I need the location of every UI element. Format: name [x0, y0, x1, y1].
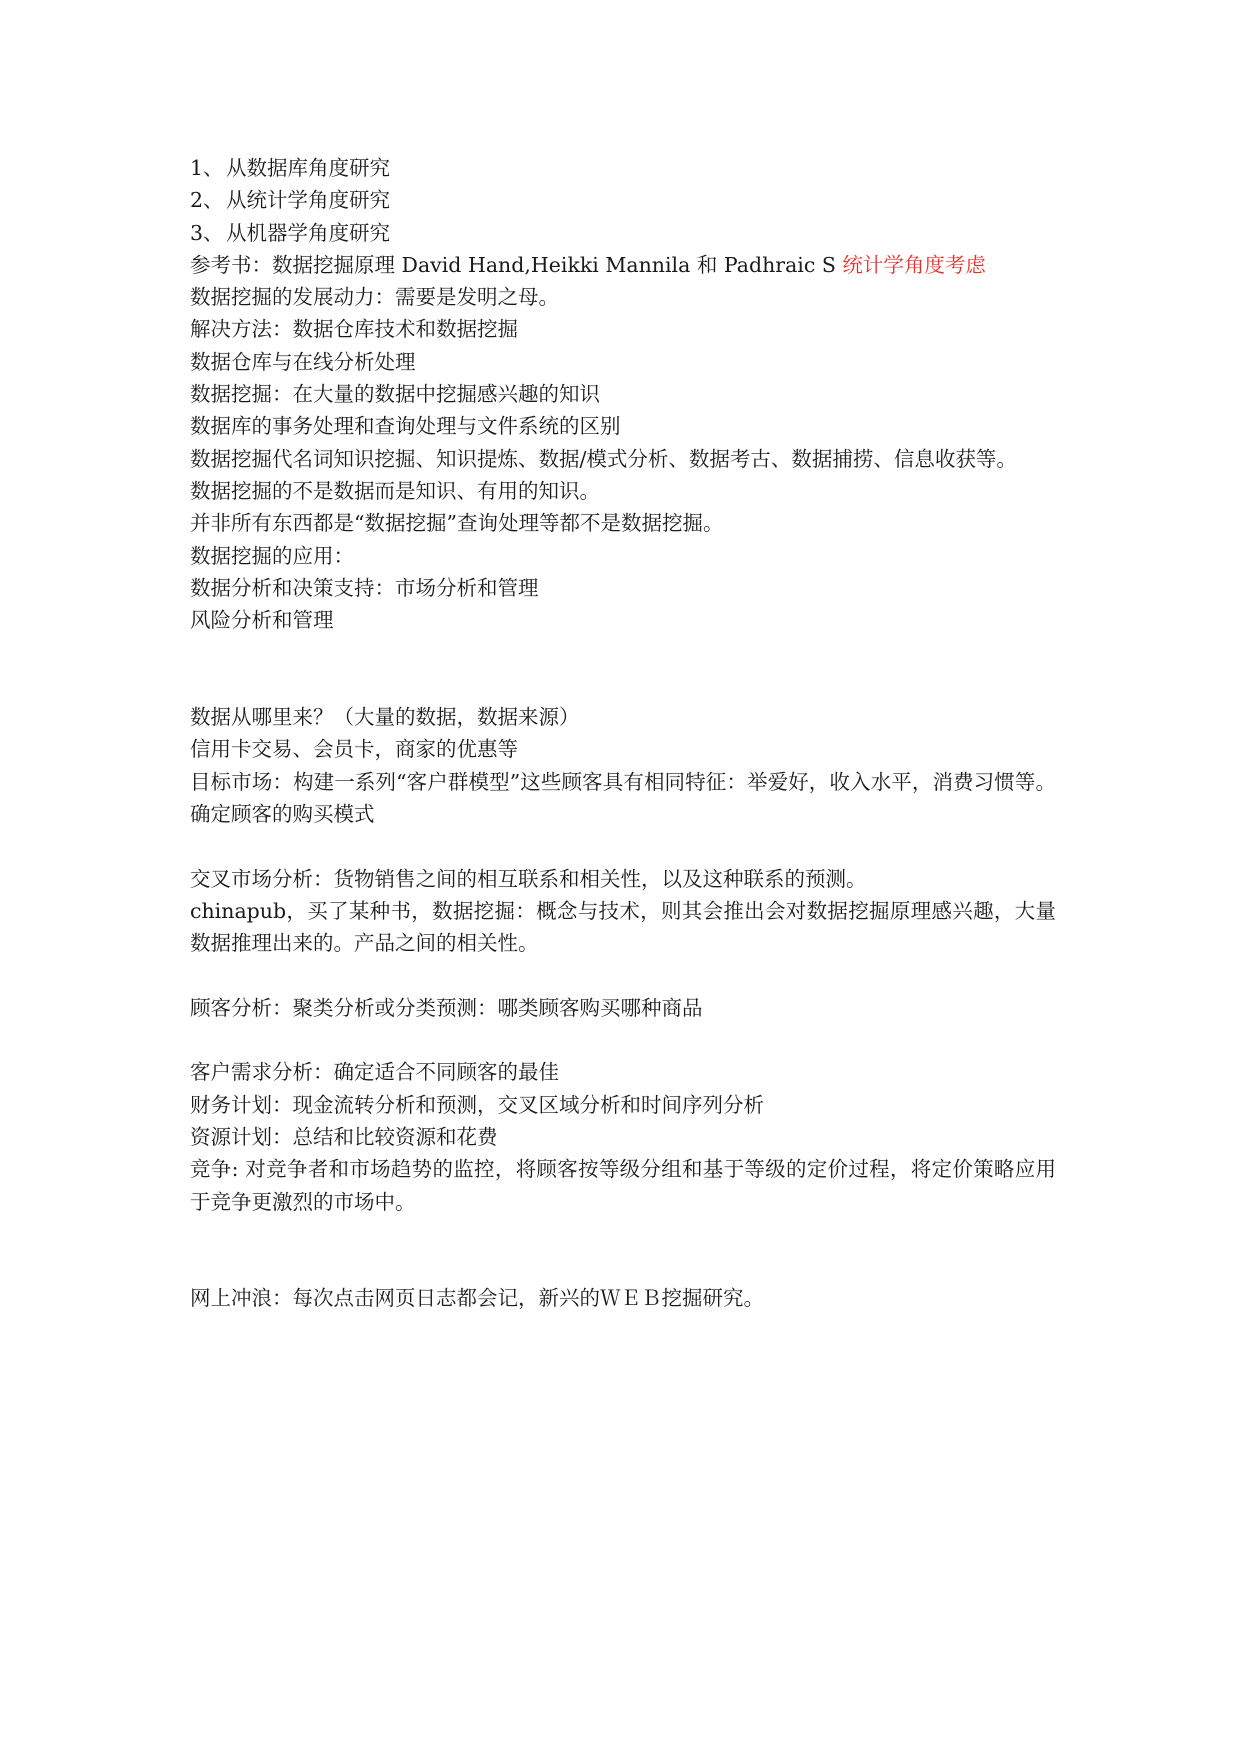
list-number: 1、: [190, 156, 224, 180]
paragraph-line: 数据仓库与在线分析处理: [190, 349, 416, 374]
paragraph-line: 数据挖掘的应用：: [190, 543, 354, 568]
paragraph-line: 数据分析和决策支持：市场分析和管理: [190, 575, 539, 600]
paragraph-line: 数据挖掘的不是数据而是知识、有用的知识。: [190, 478, 600, 503]
chinapub-paragraph: chinapub，买了某种书，数据挖掘：概念与技术，则其会推出会对数据挖掘原理感兴趣，大量数据推理出来的。产品之间的相关性。: [190, 898, 1056, 956]
list-text: 从统计学角度研究: [226, 188, 390, 213]
paragraph-line: 客户需求分析：确定适合不同顾客的最佳: [190, 1060, 559, 1085]
paragraph-line: 风险分析和管理: [190, 608, 334, 633]
list-number: 2、: [190, 188, 224, 213]
paragraph-line: 信用卡交易、会员卡，商家的优惠等: [190, 737, 518, 762]
list-item-2: [190, 184, 1056, 216]
list-item-3: [190, 217, 1056, 249]
reference-line: [190, 249, 1056, 281]
web-line: 网上冲浪：每次点击网页日志都会记，新兴的ＷＥＢ挖掘研究。: [190, 1286, 764, 1311]
competition-paragraph: 竞争: 对竞争者和市场趋势的监控，将顾客按等级分组和基于等级的定价过程，将定价策略应用于竞争更激烈的市场中。: [190, 1157, 1056, 1214]
blank-gap: [190, 1024, 1056, 1056]
paragraph-line: 财务计划：现金流转分析和预测，交叉区域分析和时间序列分析: [190, 1092, 764, 1117]
blank-gap: [190, 1218, 1056, 1283]
target-market-paragraph: 目标市场：构建一系列“客户群模型”这些顾客具有相同特征：举爱好，收入水平，消费习惯等。确定顾客的购买模式: [190, 769, 1056, 826]
paragraph-line: 数据库的事务处理和查询处理与文件系统的区别: [190, 414, 621, 439]
paragraph-line: 数据挖掘代名词知识挖掘、知识提炼、数据/模式分析、数据考古、数据捕捞、信息收获等。: [190, 446, 1017, 471]
paragraph-line: 解决方法：数据仓库技术和数据挖掘: [190, 317, 518, 342]
customer-analysis-line: 顾客分析：聚类分析或分类预测：哪类顾客购买哪种商品: [190, 995, 703, 1020]
paragraph-line: 数据从哪里来？（大量的数据，数据来源）: [190, 705, 580, 730]
document-body: [190, 152, 1056, 1315]
blank-gap: [190, 959, 1056, 991]
list-text: 从机器学角度研究: [226, 220, 390, 245]
cross-market-line: 交叉市场分析：货物销售之间的相互联系和相关性，以及这种联系的预测。: [190, 866, 867, 891]
paragraph-line: 并非所有东西都是“数据挖掘”查询处理等都不是数据挖掘。: [190, 511, 724, 536]
list-number: 3、: [190, 220, 224, 245]
paragraph-line: 数据挖掘：在大量的数据中挖掘感兴趣的知识: [190, 382, 600, 407]
blank-gap: [190, 830, 1056, 862]
list-text: 从数据库角度研究: [226, 156, 390, 180]
reference-highlight: 统计学角度考虑: [842, 252, 986, 277]
blank-gap: [190, 636, 1056, 701]
list-item-1: [190, 152, 1056, 184]
paragraph-line: 资源计划：总结和比较资源和花费: [190, 1124, 498, 1149]
reference-text: 参考书：数据挖掘原理 David Hand,Heikki Mannila 和 Padhraic S: [190, 252, 843, 277]
paragraph-line: 数据挖掘的发展动力：需要是发明之母。: [190, 285, 559, 310]
